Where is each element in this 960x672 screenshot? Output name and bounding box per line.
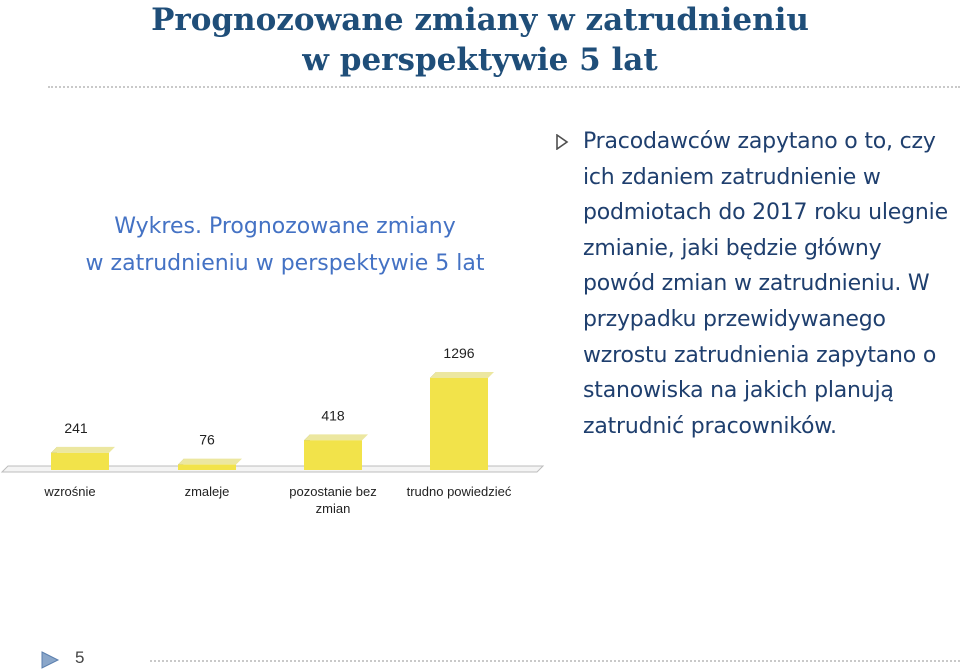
category-label-1: zmaleje xyxy=(184,484,230,499)
bullet-text: Pracodawców zapytano o to, czy ich zdaniem zatrudnienie w podmiotach do 2017 roku ulegnie zmianie, jaki będzie główny powód zmian w zatrudnieniu. W przypadku przewidywanego wzrostu zatrudnienia zapytano o stanowiska na jakich planują zatrudnić pracowników. xyxy=(583,129,948,439)
slide-title xyxy=(0,0,960,80)
bar-top-1 xyxy=(178,459,242,465)
title-divider xyxy=(48,86,960,88)
data-label-1: 76 xyxy=(199,431,215,448)
bar-2 xyxy=(304,440,362,470)
bar-1 xyxy=(178,465,236,470)
bar-top-2 xyxy=(304,434,368,440)
bar-3 xyxy=(430,378,488,470)
chart-caption-line-2: w zatrudnieniu w perspektywie 5 lat xyxy=(85,251,485,276)
chevron-triangle-icon xyxy=(40,650,60,670)
chart-caption xyxy=(0,208,570,282)
page-number: 5 xyxy=(75,648,85,667)
chart-caption-line-1: Wykres. Prognozowane zmiany xyxy=(114,214,456,239)
data-label-3: 1296 xyxy=(443,345,475,361)
category-label-0: wzrośnie xyxy=(44,484,96,499)
data-label-2: 418 xyxy=(321,407,345,424)
bar-top-3 xyxy=(430,372,494,378)
bar-top-0 xyxy=(51,447,115,453)
bullet-point xyxy=(555,124,960,444)
category-label-3: trudno powiedzieć xyxy=(406,484,512,499)
category-label-2: pozostanie bez zmian xyxy=(289,484,377,516)
bar-chart xyxy=(0,330,560,530)
slide-title-line-2: w perspektywie 5 lat xyxy=(302,42,658,78)
footer-divider xyxy=(150,660,960,662)
triangle-right-icon xyxy=(555,134,569,150)
bar-0 xyxy=(51,453,109,470)
data-label-0: 241 xyxy=(64,419,88,436)
slide-title-line-1: Prognozowane zmiany w zatrudnieniu xyxy=(151,2,809,38)
